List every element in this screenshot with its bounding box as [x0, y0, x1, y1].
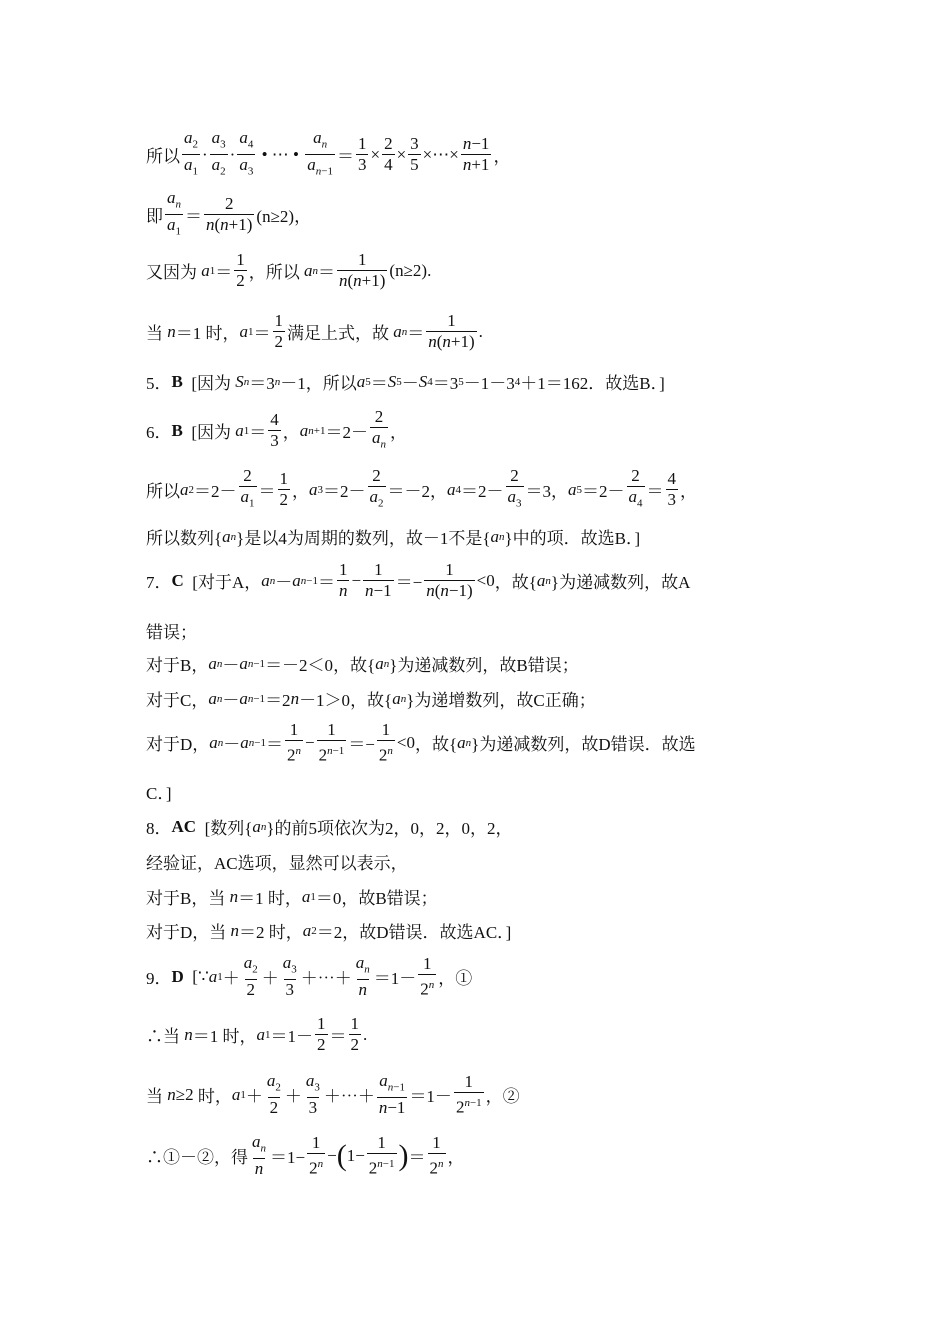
line-10	[146, 618, 197, 643]
line-16	[146, 849, 408, 874]
line-15: 8． AC [数列{ a n }的前5项依次为2，0，2，0，2，	[146, 814, 513, 839]
text: [因为	[191, 374, 232, 393]
answer: B	[171, 420, 183, 440]
text: 错误；	[146, 623, 197, 642]
line-3: 又因为 a 1 ＝ $\frac{1}{2}$ ，所以 a n ＝ $\frac{1}{n(n+1)}$ (n≥2).	[146, 250, 432, 290]
text: (n≥2)，	[256, 207, 312, 227]
text: .	[478, 321, 483, 341]
line-8: 所以数列{ a n }是以4为周期的数列，故－1不是{ a n }中的项．故选B．]	[146, 524, 640, 549]
text: ，故{	[350, 691, 393, 710]
question-number: 6．	[146, 423, 172, 443]
text: }为递减数列，故D错误．故选	[471, 735, 696, 755]
text: 所以	[146, 482, 180, 502]
text: }为递增数列，故C正确；	[406, 691, 596, 710]
text: }是以4为周期的数列，故－1不是{	[236, 529, 491, 548]
text: 当	[146, 1087, 163, 1107]
text: [数列{	[204, 819, 253, 838]
text: }的前5项依次为2，0，2，0，2，	[266, 819, 513, 838]
text: }为递减数列，故A	[550, 573, 691, 592]
text: 对于D，	[146, 735, 210, 755]
text: 时，	[197, 1087, 232, 1107]
line-5: 5． B [因为 S n ＝3 n －1，所以 a 5 ＝ S 5 － S 4 ＝3 5 －1－3 4 ＋1＝162．故选B．]	[146, 369, 665, 394]
text: ∴①－②，得	[146, 1148, 248, 1168]
line-4: 当 n ＝1 时， a 1 ＝ $\frac{1}{2}$ 满足上式，故 a n ＝ $\frac{1}{n(n+1)}$ .	[146, 311, 483, 351]
text: 经验证，AC选项，显然可以表示，	[146, 854, 408, 873]
text: 时，	[222, 1027, 257, 1046]
text: ∴当	[146, 1027, 180, 1046]
text: ，②	[485, 1087, 520, 1107]
text: 对于C，	[146, 691, 209, 710]
answer: AC	[171, 816, 197, 836]
text: ，①	[438, 969, 473, 989]
line-1: 所以 $\frac{a_2}{a_1}$ · $\frac{a_3}{a_2}$ · $\frac{a_4}{a_3}$ • ⋯ • $\frac{a_n}{a_{n-1}}$ ＝ $\frac{1}{3}$ × $\frac{2}{4}$ × $\frac{3}{5}$ ×⋯× $\frac{n-1}{n+1}$ ，	[146, 128, 510, 182]
text: 时，	[205, 324, 240, 343]
text: 当	[146, 324, 163, 343]
text: C．]	[146, 784, 172, 803]
answer: D	[171, 966, 184, 986]
text: ，故{	[415, 735, 458, 755]
answer: B	[171, 371, 183, 391]
line-20: ∴当 n ＝1 时， a 1 ＝1－ $\frac{1}{2}$ ＝ $\frac{1}{2}$ .	[146, 1014, 368, 1054]
line-19: 9． D [∵ a 1 ＋ $\frac{a_2}{2}$ ＋ $\frac{a_3}{3}$ ＋⋯＋ $\frac{a_n}{n}$ ＝1－ $\frac{1}{2^n}$ ，①	[146, 953, 473, 1000]
question-number: 9．	[146, 969, 172, 989]
text: 满足上式，故	[287, 324, 389, 343]
text: [对于A，	[192, 573, 262, 592]
line-14	[146, 779, 172, 804]
text: [因为	[191, 423, 232, 443]
line-13: 对于D， a n － a n−1 ＝ $\frac{1}{2^n}$ − $\frac{1}{2^{n-1}}$ ＝− $\frac{1}{2^n}$ <0 ，故{ a n }为递减数列，故D错误．故选	[146, 720, 696, 765]
line-11: 对于B， a n － a n−1 ＝－2＜0 ，故{ a n }为递减数列，故B错误；	[146, 651, 579, 676]
line-17: 对于B，当 n ＝1 时， a 1 ＝0 ，故B错误；	[146, 884, 438, 909]
question-number: 7．	[146, 573, 172, 592]
line-21: 当 n ≥2 时， a 1 ＋ $\frac{a_2}{2}$ ＋ $\frac{a_3}{3}$ ＋⋯＋ $\frac{a_{n-1}}{n-1}$ ＝1－ $\frac{1}{2^{n-1}}$ ，②	[146, 1071, 520, 1118]
text: (n≥2).	[389, 260, 432, 280]
text: ，故{	[333, 656, 376, 675]
text: }中的项．故选B．]	[504, 529, 641, 548]
text: 对于B，	[146, 656, 209, 675]
text: }为递减数列，故B错误；	[389, 656, 579, 675]
line-6: 6． B [因为 a 1 ＝ $\frac{4}{3}$ ， a n+1 ＝2－ $\frac{2}{a_n}$ ，	[146, 407, 407, 454]
text: 所以数列{	[146, 529, 223, 548]
line-7: 所以 a 2 ＝2－ $\frac{2}{a_1}$ ＝ $\frac{1}{2}$ ， a 3 ＝2－ $\frac{2}{a_2}$ ＝－2， a 4 ＝2－ $\frac{2}{a_3}$ ＝3， a 5 ＝2－ $\frac{2}{a_4}$ ＝ $\frac{4}{3}$ ，	[146, 466, 697, 513]
line-2: 即 $\frac{a_n}{a_1}$ ＝ $\frac{2}{n(n+1)}$ (n≥2)，	[146, 188, 311, 242]
text: ，故{	[494, 573, 537, 592]
line-18: 对于D，当 n ＝2 时， a 2 ＝2 ，故D错误．故选AC．]	[146, 918, 511, 943]
text: 即	[146, 207, 163, 227]
text: 所以	[146, 147, 180, 167]
text: [∵	[192, 966, 209, 986]
line-9: 7． C [对于A， a n － a n−1 ＝ $\frac{1}{n}$ − $\frac{1}{n-1}$ ＝− $\frac{1}{n(n-1)}$ <0 ，故{ a n }为递减数列，故A	[146, 560, 691, 600]
text: 又因为	[146, 263, 197, 282]
question-number: 8．	[146, 819, 172, 838]
text: 时，	[267, 889, 302, 908]
text: ，故B错误；	[341, 889, 438, 908]
line-22: ∴①－②，得 $\frac{a_n}{n}$ ＝1− $\frac{1}{2^n}$ − ( 1− $\frac{1}{2^{n-1}}$ ) ＝ $\frac{1}{2^n}$ ，	[146, 1132, 465, 1179]
line-12: 对于C， a n － a n−1 ＝2 n －1＞0 ，故{ a n }为递增数列，故C正确；	[146, 686, 596, 711]
text: ，	[447, 1148, 465, 1168]
text: ，故D错误．故选AC．]	[342, 923, 512, 942]
question-number: 5．	[146, 374, 172, 393]
text: ，	[493, 147, 511, 167]
text: 对于D，当	[146, 923, 227, 942]
text: ，所以	[248, 263, 300, 282]
text: .	[363, 1024, 368, 1044]
text: 时，	[268, 923, 303, 942]
answer: C	[171, 570, 184, 590]
text: 对于B，当	[146, 889, 226, 908]
